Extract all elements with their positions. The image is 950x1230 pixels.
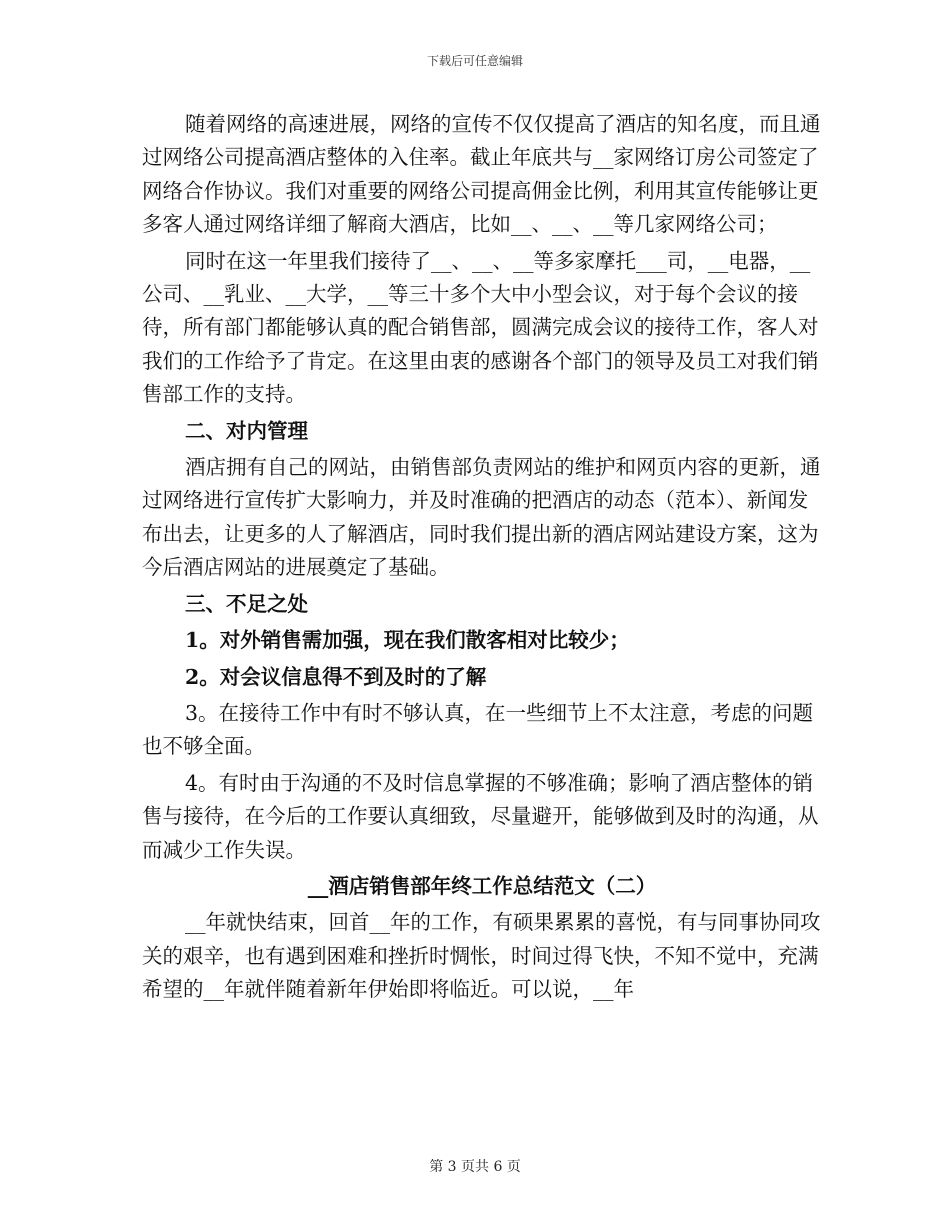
paragraph-network-promotion: 随着网络的高速进展，网络的宣传不仅仅提高了酒店的知名度，而且通过网络公司提高酒店整体的入住率。截止年底共与__家网络订房公司签定了网络合作协议。我们对重要的网络公司提高佣金比例，利用其宣传能够让更多客人通过网络详细了解商大酒店，比如__、__、__等几家网络公司； [142, 112, 821, 237]
list-item-2: 2。对会议信息得不到及时的了解 [185, 664, 487, 689]
section-heading-shortcomings: 三、不足之处 [185, 591, 308, 616]
paragraph-year-review: __年就快结束，回首__年的工作，有硕果累累的喜悦，有与同事协同攻关的艰辛，也有遇到困难和挫折时惆怅，时间过得飞快，不知不觉中，充满希望的__年就伴随着新年伊始即将临近。可以说，__年 [142, 910, 821, 1002]
list-item-1: 1。对外销售需加强，现在我们散客相对比较少； [185, 628, 630, 653]
paragraph-conference-reception: 同时在这一年里我们接待了__、__、__等多家摩托___司，__电器，__公司、__乳业、__大学，__等三十多个大中小型会议，对于每个会议的接待，所有部门都能够认真的配合销售部，圆满完成会议的接待工作，客人对我们的工作给予了肯定。在这里由衷的感谢各个部门的领导及员工对我们销售部工作的支持。 [142, 248, 819, 407]
list-item-4: 4。有时由于沟通的不及时信息掌握的不够准确；影响了酒店整体的销售与接待，在今后的工作要认真细致，尽量避开，能够做到及时的沟通，从而减少工作失误。 [142, 770, 819, 862]
document-subtitle: __酒店销售部年终工作总结范文（二） [307, 873, 657, 898]
page-footer: 第 3 页共 6 页 [429, 1159, 521, 1175]
section-heading-internal-management: 二、对内管理 [185, 418, 308, 443]
list-item-3: 3。在接待工作中有时不够认真，在一些细节上不太注意，考虑的问题也不够全面。 [142, 700, 814, 759]
page-header: 下载后可任意编辑 [426, 54, 523, 68]
paragraph-website-management: 酒店拥有自己的网站，由销售部负责网站的维护和网页内容的更新，通过网络进行宣传扩大影响力，并及时准确的把酒店的动态（范本）、新闻发布出去，让更多的人了解酒店，同时我们提出新的酒店网站建设方案，这为今后酒店网站的进展奠定了基础。 [142, 455, 821, 580]
document-body [142, 108, 822, 1010]
